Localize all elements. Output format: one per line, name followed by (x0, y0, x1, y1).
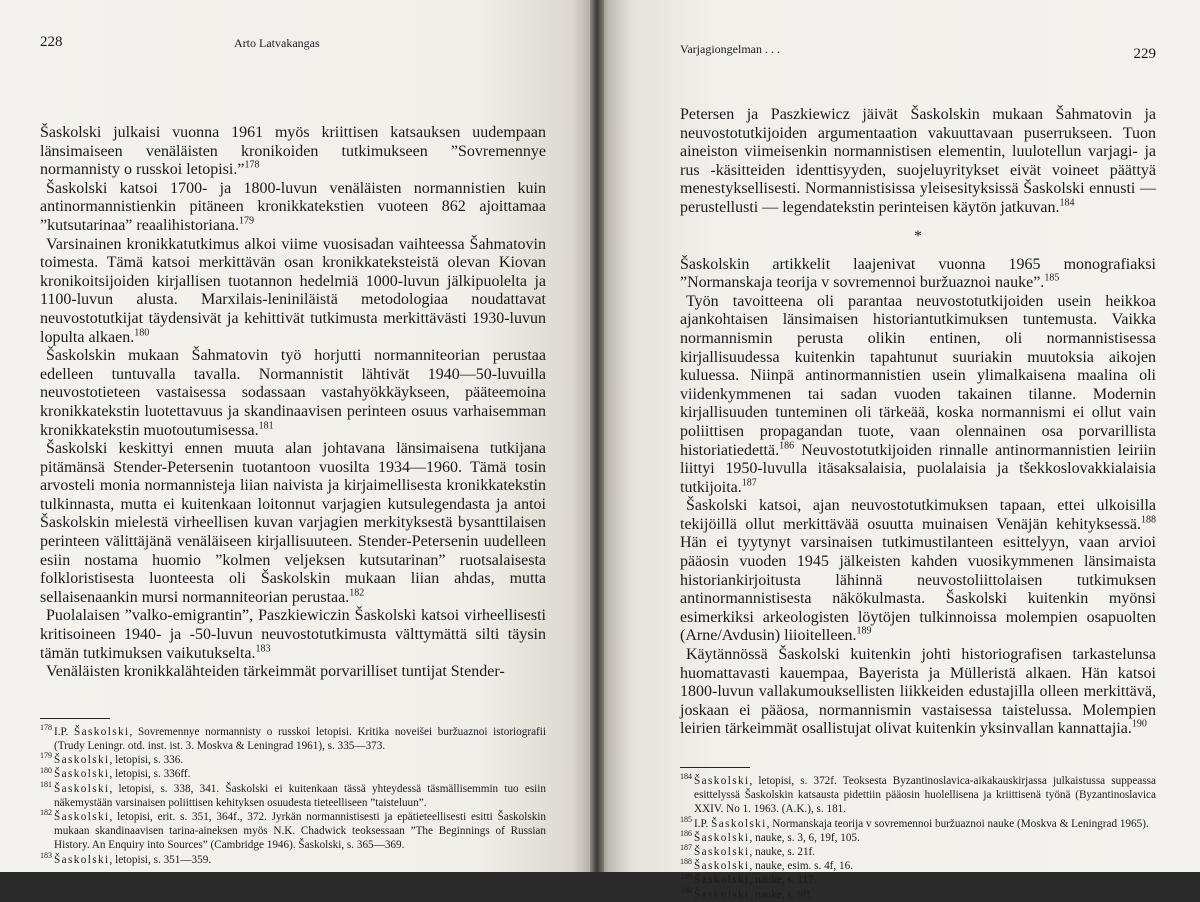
footnote-ref: 190 (1131, 719, 1147, 731)
footnote-author: Šaskolski (54, 853, 110, 866)
footnote-text: , nauke, s. 117. (749, 874, 817, 887)
paragraph-text: Puolalaisen ”valko-emigrantin”, Paszkiewiczin Šaskolski katsoi virheellisesti kritisoineen 1940- ja -50-luvun neuvostotutkimusta välttymättä silti täysin tämän tutkimuksen vaikutukselta. (40, 607, 546, 662)
paragraph (680, 293, 1156, 498)
footnote (680, 845, 1156, 859)
paragraph (680, 646, 1156, 739)
paragraph (40, 607, 546, 663)
paragraph (40, 663, 546, 682)
footnote (40, 779, 546, 810)
footnote-ref: 187 (741, 477, 757, 489)
paragraph-text: Šaskolski keskittyi ennen muuta alan johtavana länsimaisena tutkijana pitämänsä Stender-Petersenin tuotantoon vuosilta 1934—1960. Tämä tosin arvosteli monia normannisteja liian naivista ja kirjaimellisesta kronikkatekstin tulkinnasta, mutta ei kuitenkaan loitonnut varjagien kutsulegendasta ja antoi Šaskolskin mielestä virheellisen kuvan varjagien merkityksestä bysanttilaisen perinteen välittäjänä venäläiseen kirjallisuuteen. Stender-Petersenin uudelleen esiin nostama huomio ”kolmen veljeksen kutsutarinan” ruotsalaisesta folkloristisesta luonteesta oli Šaskolskin mukaan liian ahdas, mutta sellaisenaankin mursi normanniteorian perustaa. (40, 440, 546, 606)
paragraph (40, 180, 546, 236)
paragraph-text: Šaskolskin artikkelit laajenivat vuonna 1965 monografiaksi ”Normanskaja teorija v sovremennoi buržuaznoi nauke”. (680, 255, 1156, 292)
paragraph (680, 106, 1156, 218)
footnote (40, 753, 546, 767)
footnote-number: 181 (40, 779, 52, 789)
footnote (40, 725, 546, 753)
footnote-number: 182 (40, 808, 52, 818)
footnote-author: Šaskolski (694, 846, 750, 859)
paragraph (40, 440, 546, 607)
paragraph-text: Neuvostotutkijoiden rinnalle antinormannistien leiriin liittyi 1950-luvulla itäsaksalaisia, puolalaisia ja tšekkoslovakkialaisia tutkijoita. (680, 441, 1156, 496)
footnote-number: 183 (40, 850, 52, 860)
paragraph (680, 497, 1156, 646)
footnote-number: 185 (680, 814, 692, 824)
footnote (680, 873, 1156, 887)
left-footnotes (40, 725, 546, 867)
footnote-author: Šaskolski (694, 831, 750, 844)
footnote-author: Šaskolski (54, 768, 110, 781)
paragraph-text: Venäläisten kronikkalähteiden tärkeimmät porvarilliset tuntijat Stender- (46, 663, 505, 681)
footnote-ref: 189 (856, 626, 872, 638)
footnote-text: , nauke, s. 9ff. (749, 888, 813, 901)
footnote-text: , nauke, esim. s. 4f, 16. (749, 860, 853, 873)
footnote (680, 814, 1156, 831)
running-head-right: Varjagiongelman . . . (680, 42, 780, 56)
footnote-ref: 183 (255, 643, 271, 655)
paragraph (40, 124, 546, 180)
page-number-right: 229 (1133, 46, 1156, 62)
footnote-number: 180 (40, 765, 52, 775)
footnote (40, 767, 546, 781)
footnote-ref: 180 (134, 327, 150, 339)
footnote-author: Šaskolski (54, 754, 110, 767)
paragraph-text: Šaskolski katsoi, ajan neuvostotutkimuksen tapaan, ettei ulkoisilla tekijöillä ollut merkittävää osuutta muinaisen Venäjän kehityksessä. (680, 497, 1156, 533)
paragraph (40, 347, 546, 440)
footnote-text: , letopisi, s. 336ff. (109, 768, 191, 781)
right-header (680, 40, 1156, 80)
footnote-text: , nauke, s. 3, 6, 19f, 105. (749, 831, 860, 844)
paragraph-text: Työn tavoitteena oli parantaa neuvostotutkijoiden usein heikkoa ajankohtaisen länsimaisen historiantutkimuksen tuntemusta. Vaikka normannismin perusta olikin entinen, oli normannistisessa kirjallisuudessa kuitenkin tapahtunut suuriakin muutoksia aikojen kuluessa. Niinpä antinormannistien usein ylimalkaisena maalina oli viidenkymmenen tai sadan vuoden takainen tilanne. Modernin kirjallisuuden tunteminen oli tärkeää, koska normannismi ei ollut vain poliittisen propagandan tuote, vaan olennainen osa porvarillista historiatiedettä. (680, 292, 1156, 459)
footnote (680, 885, 1156, 902)
book-gutter (590, 0, 604, 872)
footnote-author: Šaskolski (694, 775, 750, 787)
footnote-number: 179 (40, 751, 52, 761)
footnote-ref: 186 (779, 440, 795, 452)
footnote-number: 178 (40, 723, 52, 733)
footnote (40, 850, 546, 867)
page-number-left: 228 (40, 34, 63, 50)
right-page (596, 0, 1200, 901)
footnote-text: , letopisi, s. 338, 341. Šaskolski ei kuitenkaan tässä yhteydessä täsmällisemmin tuo esiin näkemystään varsinaisen poliittisen kehityksen osuudesta tieteelliseen ”taisteluun”. (54, 782, 546, 809)
paragraph-text: Petersen ja Paszkiewicz jäivät Šaskolskin mukaan Šahmatovin ja neuvostotutkijoiden argumentaation vakuuttavaan puserrukseen. Tuon aineiston viimeisenkin normannistisen elementin, luulotellun varjagi- ja rus -käsitteiden identtisyyden, suojeluyritykset eivät voineet päättyä menestyksellisesti. Normannistisissa yleisesityksissä Šaskolski ennusti — perustellusti — legendatekstin perinteisen käytön jatkuvan. (680, 106, 1156, 216)
footnote (680, 859, 1156, 873)
footnote-text: , nauke, s. 21f. (749, 846, 816, 859)
footnote-text: I.P. (54, 725, 74, 738)
footnote-text: , letopisi, s. 372f. Teoksesta Byzantinoslavica-aikakauskirjassa julkaistussa suppeassa esittelyssä Šaskolskin katsausta pidettiin pääosin huolellisena ja kriittisenä työnä (Byzantinoslavica XXIV. No 1. 1963. (A.K.), s. 181. (694, 775, 1156, 816)
footnote-number: 187 (680, 843, 692, 853)
left-body-text (40, 124, 546, 682)
footnote (40, 810, 546, 853)
footnote-text: , letopisi, s. 351—359. (109, 853, 212, 866)
footnote-ref: 181 (258, 420, 274, 432)
footnote-author: Šaskolski (694, 888, 750, 901)
footnote-author: Šaskolski (54, 811, 110, 824)
footnote-text: , Sovremennye normannisty o russkoi letopisi. Kritika noveišei buržuaznoi istoriografii (Trudy Leningr. otd. inst. ist. 3. Moskva & Leningrad 1961), s. 335—373. (54, 725, 546, 753)
footnote-ref: 178 (244, 159, 260, 171)
footnote (680, 774, 1156, 817)
footnote-text: , letopisi, s. 336. (109, 754, 184, 767)
left-header (40, 34, 546, 74)
footnote-text: I.P. (694, 817, 712, 830)
footnote-rule-right (680, 767, 750, 768)
right-body-text (680, 106, 1156, 739)
left-page (0, 0, 596, 872)
paragraph-text: Varsinainen kronikkatutkimus alkoi viime vuosisadan vaihteessa Šahmatovin toimesta. Tämä katsoi merkittävän osan kronikkateksteistä olevan Kiovan kronikoitsijoiden kirjallisen tuotannon hedelmiä 1000-luvun jälkipuolelta ja 1100-luvun alusta. Marxilais-leniniläistä metodologiaa noudattavat neuvostotutkijat täydensivät ja kehittivät tutkimusta merkittävästi 1930-luvun lopulta alkaen. (40, 235, 546, 346)
paragraph-text: Šaskolski katsoi 1700- ja 1800-luvun venäläisten normannistien kuin antinormannistienkin pitäneen kronikkatekstien vuoteen 862 ajoittamaa ”kutsutarinaa” reaalihistoriana. (40, 179, 546, 234)
footnote (680, 831, 1156, 845)
paragraph (40, 236, 546, 348)
paragraph-text: Šaskolskin mukaan Šahmatovin työ horjutti normanniteorian perustaa edelleen tuntuvalla tavalla. Normannistit lähtivät 1940—50-luvuilla neuvostotieteen vastaisessa sodassaan vastahyökkäykseen, pääteemoina kronikkatekstin luotettavuus ja skandinaavisen perinteen osuus varhaisemman kronikkatekstin muotoutumisessa. (40, 347, 546, 439)
footnote-text: , letopisi, erit. s. 351, 364f., 372. Jyrkän normannistisesti ja epätieteellisesti esitti Šaskolskin mukaan skandinaavisen tarina-aineksen myös N.K. Chadwick teoksessaan ”The Beginnings of Russian History. An Enquiry into Sources” (Cambridge 1946). Šaskolski, s. 365—369. (54, 811, 546, 852)
footnote-number: 184 (680, 772, 692, 782)
footnote-rule-left (40, 718, 110, 719)
footnote-number: 190 (680, 885, 692, 895)
footnote-author: Šaskolski (54, 782, 110, 795)
footnote-ref: 179 (239, 215, 255, 227)
footnote-author: Šaskolski (711, 817, 767, 830)
footnote-author: Šaskolski (73, 725, 130, 738)
footnote-ref: 182 (349, 587, 365, 599)
footnote-ref: 184 (1059, 197, 1075, 209)
right-footnotes (680, 774, 1156, 902)
running-head-left: Arto Latvakangas (234, 36, 320, 50)
section-separator: * (914, 227, 922, 245)
footnote-text: , Normanskaja teorija v sovremennoi buržuaznoi nauke (Moskva & Leningrad 1965). (766, 817, 1149, 830)
footnote-number: 189 (680, 871, 692, 881)
footnote-author: Šaskolski (694, 860, 750, 873)
footnote-number: 188 (680, 857, 692, 867)
paragraph-text: Hän ei tyytynyt varsinaisen tutkimustilanteen esittelyyn, vaan arvioi pääosin vuoden 1945 jälkeisten kahden vuosikymmenen länsimaista historiankirjoitusta lähinnä neuvostoliittolaisen tutkimuksen antinormannistisesta näkökulmasta. Šaskolski kuitenkin myönsi esimerkiksi arkeologisten löytöjen tulkinnoissa molempien osapuolten (Arne/Avdusin) liioitelleen. (680, 534, 1156, 645)
paragraph (680, 256, 1156, 293)
footnote-ref: 185 (1044, 272, 1060, 284)
paragraph-text: Šaskolski julkaisi vuonna 1961 myös kriittisen katsauksen uudempaan länsimaiseen venäläisten kronikoiden tutkimukseen ”Sovremennye normannisty o russkoi letopisi.” (40, 124, 546, 179)
footnote-author: Šaskolski (694, 874, 750, 887)
footnote-ref: 188 (1141, 514, 1156, 526)
footnote-number: 186 (680, 829, 692, 839)
paragraph-text: Käytännössä Šaskolski kuitenkin johti historiografisen tarkastelunsa huomattavasti kauempaa, Bayerista ja Mülleristä alkaen. Hän katsoi 1800-luvun vallakumouksellisten liikkeiden edustajilla olleen merkittävä, joskaan ei pääosa, normannismin vastaisessa taistelussa. Molempien leirien tärkeimmät osallistujat olivat kuitenkin yksinvallan kannattajia. (680, 646, 1156, 738)
